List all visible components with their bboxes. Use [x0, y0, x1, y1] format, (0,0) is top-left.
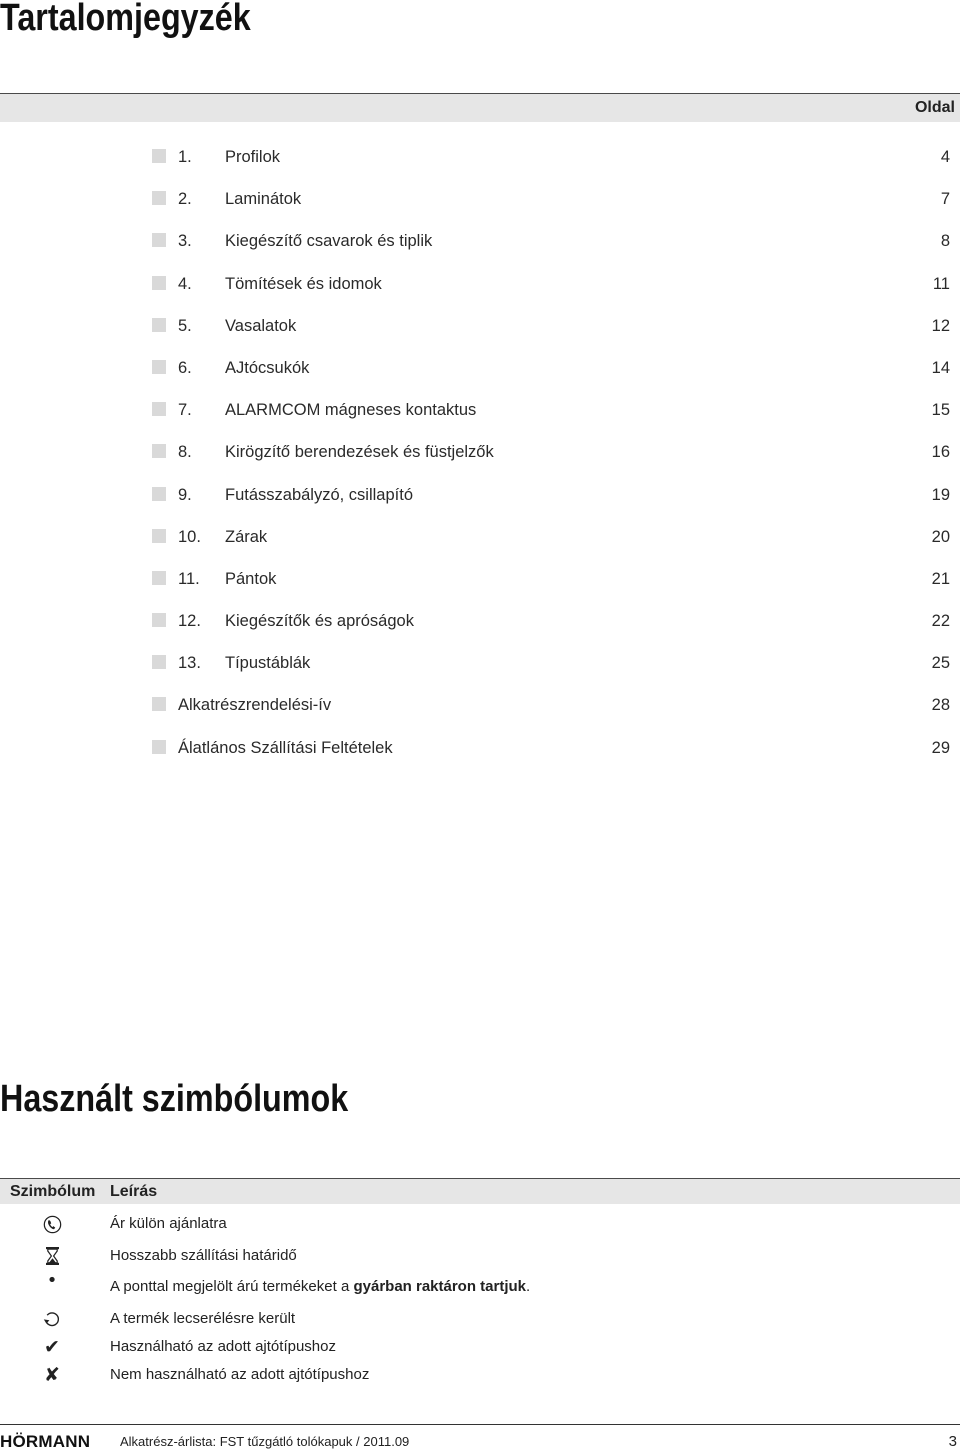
toc-item-page: 28	[931, 696, 950, 715]
description-column-header: Leírás	[110, 1183, 158, 1200]
toc-item	[0, 389, 960, 431]
toc-item-page: 20	[931, 527, 950, 546]
symbol-description-bold: gyárban raktáron tartjuk	[353, 1278, 527, 1295]
toc-item-number: 6.	[178, 358, 192, 377]
toc-item-number: 12.	[178, 612, 201, 631]
page-title: Tartalomjegyzék	[0, 0, 251, 39]
toc-item-page: 8	[940, 232, 950, 251]
toc-item-title: Laminátok	[225, 190, 302, 209]
footer-caption: Alkatrész-árlista: FST tűzgátló tolókapuk / 2011.09	[120, 1434, 410, 1449]
toc-item-page: 21	[931, 569, 950, 588]
toc-item-title: ALARMCOM mágneses kontaktus	[225, 401, 477, 420]
toc-item	[0, 263, 960, 305]
toc-item-page: 14	[931, 358, 950, 377]
toc-item-page: 29	[931, 738, 950, 757]
toc-item	[0, 642, 960, 684]
toc-item-number: 1.	[178, 148, 192, 166]
hourglass-icon	[37, 1243, 67, 1269]
toc-item-number: 13.	[178, 654, 201, 673]
toc-item-title: Pántok	[225, 569, 277, 588]
toc-item-title: Tömítések és idomok	[225, 274, 382, 293]
cross-icon: ✘	[44, 1364, 60, 1386]
symbol-description-text: A ponttal megjelölt árú termékeket a	[110, 1278, 354, 1295]
toc-item-number: 10.	[178, 527, 201, 546]
toc-item-title: Futásszabályzó, csillapító	[225, 485, 414, 504]
toc-item-title: Vasalatok	[225, 316, 297, 335]
toc-item	[0, 347, 960, 389]
toc-item-number: 9.	[178, 485, 192, 504]
toc-header-bar	[0, 93, 960, 122]
page-column-header: Oldal	[914, 99, 955, 116]
toc-item	[0, 220, 960, 262]
toc-item-number: 4.	[178, 274, 192, 293]
toc-item-page: 7	[940, 190, 950, 209]
square-bullet-icon	[152, 655, 166, 669]
square-bullet-icon	[152, 444, 166, 458]
toc-item-title: Zárak	[225, 527, 268, 546]
square-bullet-icon	[152, 318, 166, 332]
symbol-description: Használható az adott ajtótípushoz	[110, 1338, 336, 1355]
square-bullet-icon	[152, 276, 166, 290]
square-bullet-icon	[152, 149, 166, 163]
toc-list	[0, 136, 960, 769]
toc-item	[0, 600, 960, 642]
square-bullet-icon	[152, 529, 166, 543]
symbol-description-end: .	[526, 1278, 531, 1295]
toc-item	[0, 684, 960, 726]
symbol-row	[0, 1334, 960, 1360]
toc-item-title: Álatlános Szállítási Feltételek	[178, 738, 393, 757]
symbols-section-title: Használt szimbólumok	[0, 1078, 349, 1120]
square-bullet-icon	[152, 740, 166, 754]
toc-item-page: 19	[931, 485, 950, 504]
phone-icon	[37, 1211, 67, 1237]
bullet-icon: •	[46, 1270, 58, 1291]
toc-item-title: Kirögzítő berendezések és füstjelzők	[225, 443, 494, 462]
symbol-description: Hosszabb szállítási határidő	[110, 1247, 297, 1264]
refresh-arrow-icon	[37, 1306, 67, 1332]
toc-item-page: 12	[931, 316, 950, 335]
symbol-row	[0, 1243, 960, 1269]
square-bullet-icon	[152, 571, 166, 585]
symbol-row	[0, 1306, 960, 1332]
footer-divider	[0, 1424, 960, 1425]
toc-item	[0, 431, 960, 473]
square-bullet-icon	[152, 360, 166, 374]
toc-item-page: 25	[931, 654, 950, 673]
brand-logo: HÖRMANN	[0, 1432, 91, 1451]
symbol-description	[110, 1274, 530, 1300]
symbol-description: A termék lecserélésre került	[110, 1310, 296, 1327]
toc-item-title: Alkatrészrendelési-ív	[178, 696, 332, 715]
toc-item-title: Kiegészítő csavarok és tiplik	[225, 232, 433, 251]
square-bullet-icon	[152, 233, 166, 247]
toc-item-number: 11.	[178, 569, 200, 588]
toc-item-title: Típustáblák	[225, 654, 311, 673]
square-bullet-icon	[152, 613, 166, 627]
toc-item-number: 5.	[178, 316, 192, 335]
toc-item-number: 8.	[178, 443, 192, 462]
toc-item	[0, 474, 960, 516]
symbols-table-header	[0, 1178, 960, 1204]
toc-item-title: Kiegészítők és apróságok	[225, 612, 414, 631]
square-bullet-icon	[152, 487, 166, 501]
toc-item-number: 7.	[178, 401, 192, 420]
toc-item-title: AJtócsukók	[225, 358, 310, 377]
toc-item-number: 2.	[178, 190, 192, 209]
checkmark-icon: ✔	[44, 1336, 60, 1358]
toc-item	[0, 727, 960, 769]
toc-item-page: 22	[931, 612, 950, 631]
toc-item	[0, 305, 960, 347]
toc-item-page: 11	[932, 274, 950, 293]
symbol-description: Ár külön ajánlatra	[110, 1215, 227, 1232]
square-bullet-icon	[152, 191, 166, 205]
toc-item-page: 15	[931, 401, 950, 420]
toc-item-number: 3.	[178, 232, 192, 251]
square-bullet-icon	[152, 402, 166, 416]
symbol-row	[0, 1270, 960, 1300]
symbol-row	[0, 1362, 960, 1388]
symbol-column-header: Szimbólum	[10, 1183, 96, 1200]
page-number: 3	[948, 1433, 957, 1450]
toc-item	[0, 558, 960, 600]
toc-item-page: 4	[940, 148, 950, 166]
toc-item	[0, 516, 960, 558]
square-bullet-icon	[152, 697, 166, 711]
symbol-row	[0, 1211, 960, 1237]
symbol-description: Nem használható az adott ajtótípushoz	[110, 1366, 370, 1383]
toc-item-page: 16	[931, 443, 950, 462]
toc-item	[0, 136, 960, 178]
toc-item-title: Profilok	[225, 148, 281, 166]
toc-item	[0, 178, 960, 220]
